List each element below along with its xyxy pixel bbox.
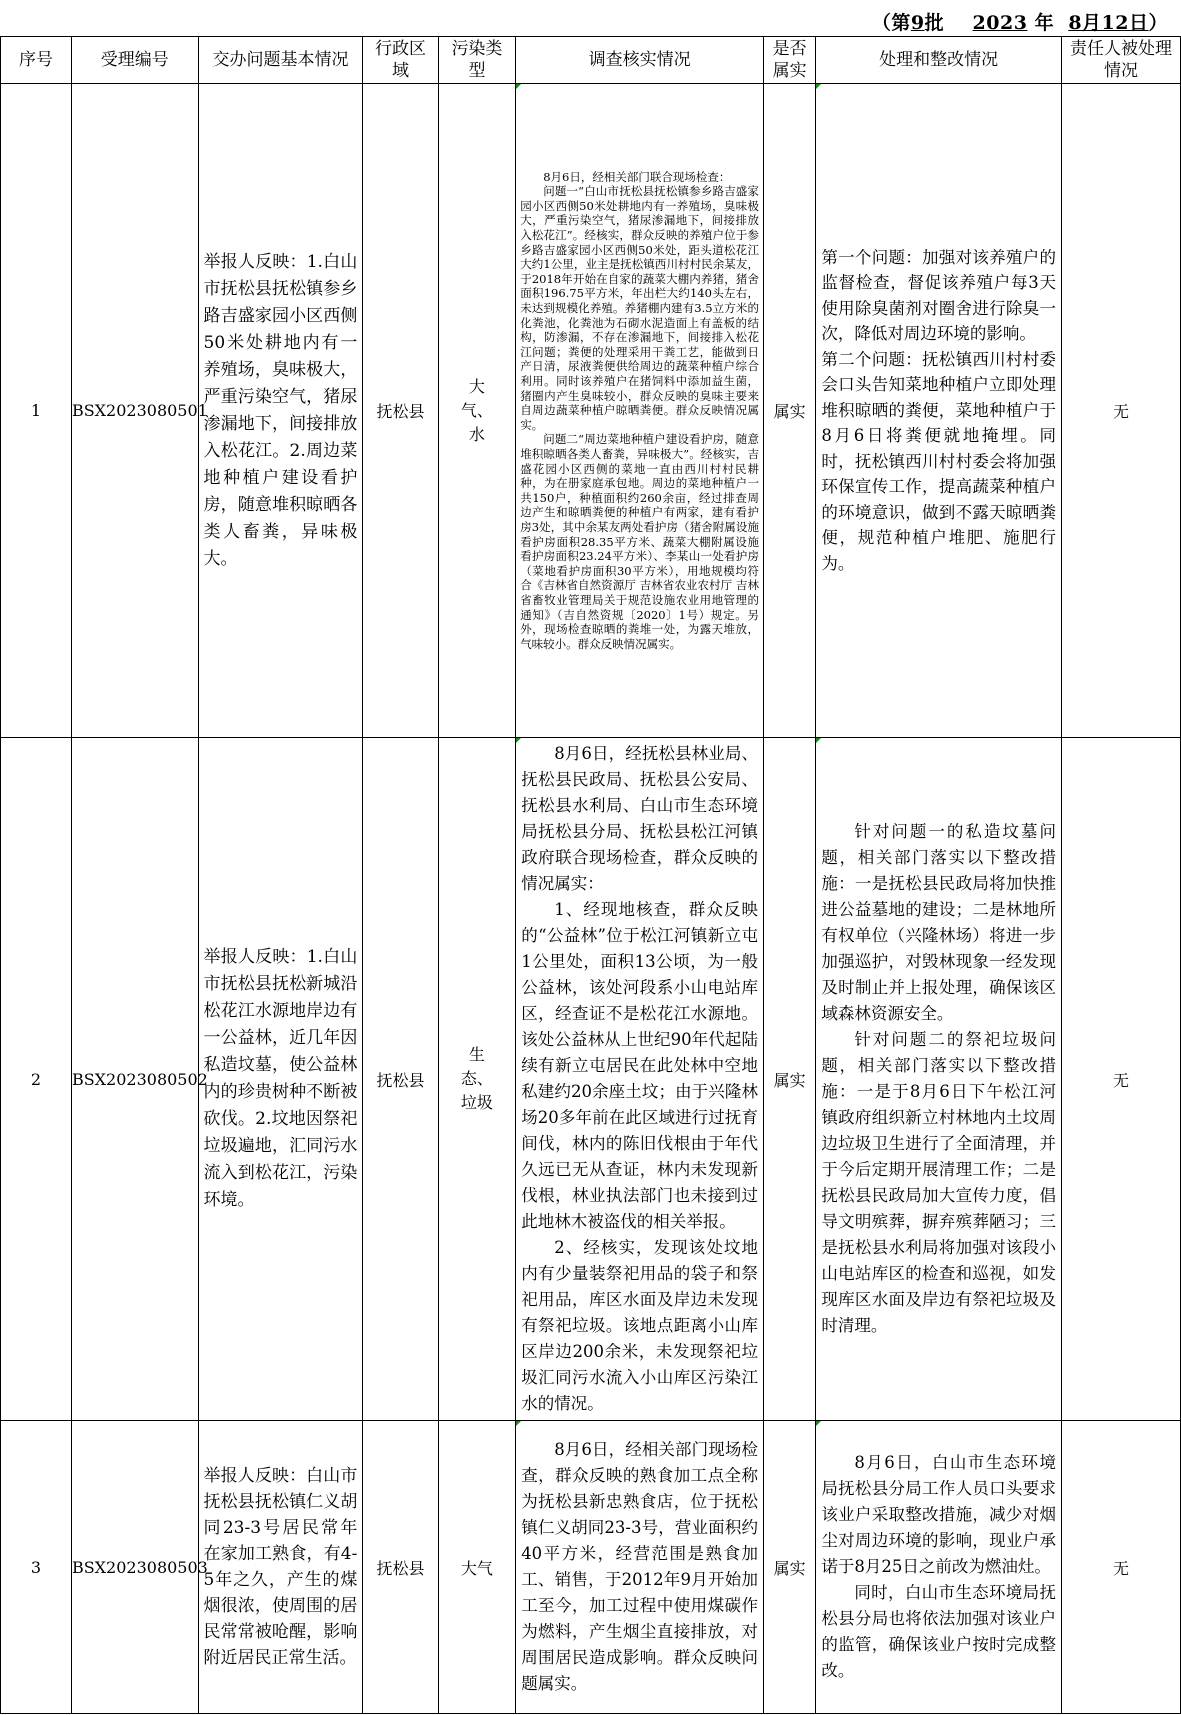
paragraph: 8月6日，白山市生态环境局抚松县分局工作人员口头要求该业户采取整改措施，减少对烟尘对周边环境的影响，现业户承诺于8月25日之前改为燃油灶。	[821, 1453, 1056, 1576]
row-verified: 属实	[763, 1421, 815, 1714]
paragraph: 1、经现地核查，群众反映的“公益林”位于松江河镇新立屯1公里处，面积13公顷，为一般公益林，该处河段系小山电站库区，经查证不是松花江水源地。该处公益林从上世纪90年代起陆续有新立屯居民在此处林中空地私建约20余座土坟；由于兴隆林场20多年前在此区域进行过抚育间伐，林内的陈旧伐根由于年代久远已无从查证，林内未发现新伐根，林业执法部门也未接到过此地林木被盗伐的相关举报。	[521, 900, 758, 1231]
col-header-punishment: 责任人被处理情况	[1061, 37, 1180, 84]
complaint-table	[0, 36, 1181, 1714]
col-header-pollution: 污染类型	[438, 37, 516, 84]
col-header-no: 序号	[1, 37, 72, 84]
year: 2023	[972, 12, 1028, 34]
batch-number: 9	[910, 12, 925, 34]
row-investigation	[516, 738, 764, 1421]
table-row	[1, 1421, 1181, 1714]
row-no: 1	[1, 84, 72, 738]
row-punishment: 无	[1061, 738, 1180, 1421]
paragraph: 第一个问题：加强对该养殖户的监督检查，督促该养殖户每3天使用除臭菌剂对圈舍进行除臭一次，降低对周边环境的影响。	[821, 247, 1056, 344]
row-rectification	[816, 1421, 1062, 1714]
row-punishment: 无	[1061, 1421, 1180, 1714]
col-header-code: 受理编号	[71, 37, 198, 84]
col-header-rectification: 处理和整改情况	[816, 37, 1062, 84]
col-header-investigation: 调查核实情况	[516, 37, 764, 84]
paragraph: 8月6日，经相关部门现场检查，群众反映的熟食加工点全称为抚松县新忠熟食店，位于抚松镇仁义胡同23-3号，营业面积约40平方米，经营范围是熟食加工、销售，于2012年9月开始加工至今，加工过程中使用煤碳作为燃料，产生烟尘直接排放，对周围居民造成影响。群众反映问题属实。	[521, 1440, 758, 1693]
row-pollution: 大气	[438, 1421, 516, 1714]
row-punishment: 无	[1061, 84, 1180, 738]
paragraph: 针对问题二的祭祀垃圾问题，相关部门落实以下整改措施：一是于8月6日下午松江河镇政府组织新立村林地内土坟周边垃圾卫生进行了全面清理，并于今后定期开展清理工作；二是抚松县民政局加大宣传力度，倡导文明殡葬，摒弃殡葬陋习；三是抚松县水利局将加强对该段小山电站库区的检查和巡视，如发现库区水面及岸边有祭祀垃圾及时清理。	[821, 1030, 1056, 1335]
row-problem: 举报人反映：1.白山市抚松县抚松新城沿松花江水源地岸边有一公益林，近几年因私造坟墓，使公益林内的珍贵树种不断被砍伐。2.坟地因祭祀垃圾遍地，汇同污水流入到松花江，污染环境。	[198, 738, 363, 1421]
row-pollution: 大气、水	[438, 84, 516, 738]
row-region: 抚松县	[363, 84, 438, 738]
row-code: BSX2023080503	[71, 1421, 198, 1714]
row-no: 3	[1, 1421, 72, 1714]
row-verified: 属实	[763, 738, 815, 1421]
row-pollution: 生态、垃圾	[438, 738, 516, 1421]
batch-header: （第9批 2023 年 8月12日）	[871, 12, 1168, 34]
row-rectification	[816, 738, 1062, 1421]
row-investigation	[516, 84, 764, 738]
paragraph: 8月6日，经抚松县林业局、抚松县民政局、抚松县公安局、抚松县水利局、白山市生态环境局抚松县分局、抚松县松江河镇政府联合现场检查，群众反映的情况属实：	[521, 744, 758, 893]
table-row	[1, 738, 1181, 1421]
row-region: 抚松县	[363, 738, 438, 1421]
paragraph: 2、经核实，发现该处坟地内有少量装祭祀用品的袋子和祭祀用品，库区水面及岸边未发现有祭祀垃圾。该地点距离小山库区岸边200余米，未发现祭祀垃圾汇同污水流入小山库区污染江水的情况。	[521, 1238, 758, 1413]
paragraph: 针对问题一的私造坟墓问题，相关部门落实以下整改措施：一是抚松县民政局将加快推进公益墓地的建设；二是林地所有权单位（兴隆林场）将进一步加强巡护，对毁林现象一经发现及时制止并上报处理，确保该区域森林资源安全。	[821, 822, 1056, 1023]
row-rectification	[816, 84, 1062, 738]
paragraph: 第二个问题：抚松镇西川村村委会口头告知菜地种植户立即处理堆积晾晒的粪便，菜地种植户于8月6日将粪便就地掩埋。同时，抚松镇西川村村委会将加强环保宣传工作，提高蔬菜种植户的环境意识，做到不露天晾晒粪便，规范种植户堆肥、施肥行为。	[821, 349, 1056, 573]
paragraph: 8月6日，经相关部门联合现场检查：	[543, 169, 731, 184]
row-no: 2	[1, 738, 72, 1421]
paragraph: 问题一“白山市抚松县抚松镇参乡路吉盛家园小区西侧50米处耕地内有一养殖场，臭味极大，严重污染空气，猪尿渗漏地下，间接排放入松花江”。经核实，群众反映的养殖户位于参乡路吉盛家园小区西侧50米处，距头道松花江大约1公里，业主是抚松镇西川村村民余某友，于2018年开始在自家的蔬菜大棚内养猪，猪舍面积196.75平方米，年出栏大约140头左右，未达到规模化养殖。养猪棚内建有3.5立方米的化粪池，化粪池为石砌水泥造面上有盖板的结构，防渗漏，不存在渗漏地下，间接排入松花江问题；粪便的处理采用干粪工艺，能做到日产日清，尿液粪便供给周边的蔬菜种植户综合利用。同时该养殖户在猪饲料中添加益生菌，猪圈内产生臭味较小，群众反映的臭味主要来自周边蔬菜种植户晾晒粪便。群众反映情况属实。	[520, 184, 759, 432]
row-verified: 属实	[763, 84, 815, 738]
paragraph: 问题二“周边菜地种植户建设看护房，随意堆积晾晒各类人畜粪，异味极大”。经核实，吉盛花园小区西侧的菜地一直由西川村村民耕种，为在册家庭承包地。周边的菜地种植户一共150户，种植面积约260余亩，经过排查周边产生和晾晒粪便的种植户有两家，建有看护房3处，其中余某友两处看护房（猪舍附属设施看护房面积28.35平方米、蔬菜大棚附属设施看护房面积23.24平方米）、李某山一处看护房（菜地看护房面积30平方米），用地规模均符合《吉林省自然资源厅 吉林省农业农村厅 吉林省畜牧业管理局关于规范设施农业用地管理的通知》（吉自然资规〔2020〕1号）规定。另外，现场检查晾晒的粪堆一处，为露天堆放，气味较小。群众反映情况属实。	[520, 432, 759, 651]
row-code: BSX2023080501	[71, 84, 198, 738]
col-header-verified: 是否属实	[763, 37, 815, 84]
col-header-region: 行政区域	[363, 37, 438, 84]
row-investigation	[516, 1421, 764, 1714]
header-row	[1, 37, 1181, 84]
date: 8月12日	[1068, 12, 1149, 34]
col-header-problem: 交办问题基本情况	[198, 37, 363, 84]
table-row	[1, 84, 1181, 738]
paragraph: 同时，白山市生态环境局抚松县分局也将依法加强对该业户的监管，确保该业户按时完成整改。	[821, 1583, 1056, 1680]
row-region: 抚松县	[363, 1421, 438, 1714]
row-problem: 举报人反映：白山市抚松县抚松镇仁义胡同23-3号居民常年在家加工熟食，有4-5年之久，产生的煤烟很浓，使周围的居民常常被呛醒，影响附近居民正常生活。	[198, 1421, 363, 1714]
row-code: BSX2023080502	[71, 738, 198, 1421]
row-problem: 举报人反映：1.白山市抚松县抚松镇参乡路吉盛家园小区西侧50米处耕地内有一养殖场，臭味极大，严重污染空气，猪尿渗漏地下，间接排放入松花江。2.周边菜地种植户建设看护房，随意堆积晾晒各类人畜粪，异味极大。	[198, 84, 363, 738]
